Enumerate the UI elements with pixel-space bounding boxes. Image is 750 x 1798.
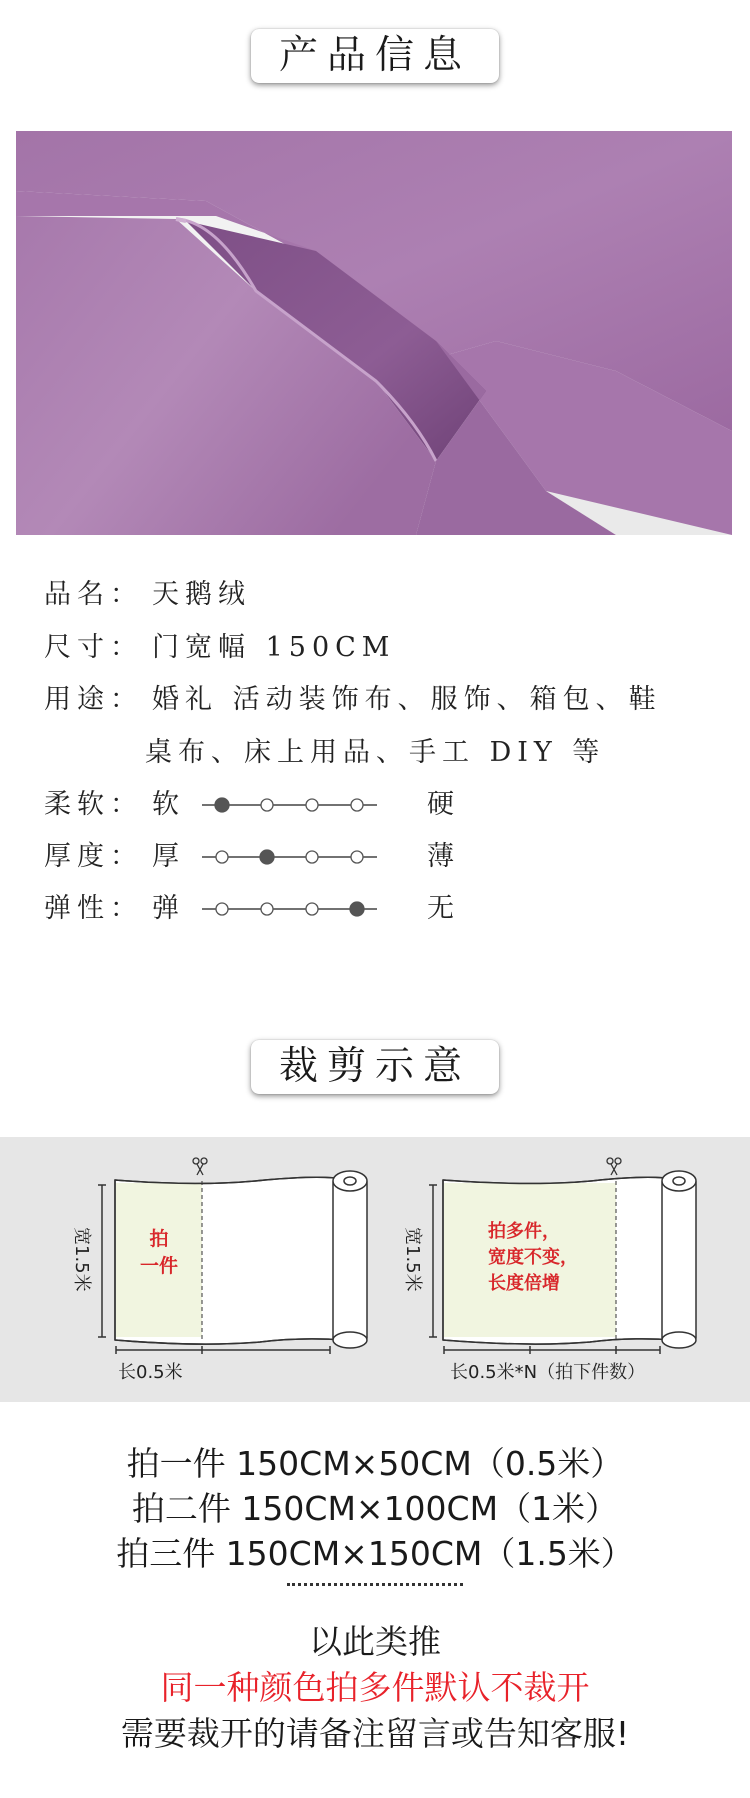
scale-right-label: 薄 <box>427 841 454 872</box>
cutting-title: 裁剪示意 <box>251 1040 499 1094</box>
fabric-image <box>16 131 732 535</box>
scale-dot <box>261 799 273 811</box>
scale-dot-selected <box>215 798 229 812</box>
info-size-row <box>44 628 395 668</box>
scale-dots <box>202 845 407 869</box>
cut-diagram-multiple <box>402 1158 696 1383</box>
dotted-divider <box>287 1583 463 1586</box>
scale-left-label: 软 <box>152 789 179 820</box>
scale-dots <box>202 793 407 817</box>
width-label: 宽1.5米 <box>402 1227 423 1292</box>
scale-dot <box>351 799 363 811</box>
info-name-label: 品名： <box>44 579 143 610</box>
piece-label-line1: 拍多件， <box>488 1221 560 1242</box>
scissors-icon <box>607 1158 621 1175</box>
scale-dot-selected <box>350 902 364 916</box>
notice-red-line: 同一种颜色拍多件默认不裁开 <box>160 1668 590 1707</box>
scale-right-label: 无 <box>427 893 454 924</box>
scale-label: 厚度： <box>44 841 143 872</box>
softness-scale <box>44 785 544 825</box>
scale-right-label: 硬 <box>427 789 454 820</box>
scale-dot <box>306 799 318 811</box>
scissors-icon <box>193 1158 207 1175</box>
elasticity-scale <box>44 889 544 929</box>
scale-label: 弹性： <box>44 893 143 924</box>
size-line-3: 拍三件 150CM×150CM（1.5米） <box>116 1534 634 1573</box>
info-size-label: 尺寸： <box>44 632 143 663</box>
info-name-value: 天鹅绒 <box>152 579 251 610</box>
scale-left-label: 厚 <box>152 841 179 872</box>
product-info-title: 产品信息 <box>251 29 499 83</box>
notice-contact-line: 需要裁开的请备注留言或告知客服! <box>120 1714 630 1753</box>
scale-dot <box>306 851 318 863</box>
cut-diagram-single <box>71 1158 367 1383</box>
etc-line: 以此类推 <box>309 1622 441 1661</box>
info-usage-value: 婚礼 活动装饰布、服饰、箱包、鞋 <box>152 684 662 715</box>
info-usage-row <box>44 680 662 720</box>
size-line-1: 拍一件 150CM×50CM（0.5米） <box>126 1444 624 1483</box>
thickness-scale <box>44 837 544 877</box>
scale-dot <box>216 851 228 863</box>
width-label: 宽1.5米 <box>71 1227 92 1292</box>
piece-label-line3: 长度倍增 <box>488 1273 560 1294</box>
cutting-diagram <box>0 1137 750 1402</box>
info-usage-label: 用途： <box>44 684 143 715</box>
piece-label-line2: 宽度不变， <box>488 1247 578 1268</box>
scale-dot-selected <box>260 850 274 864</box>
scale-dot <box>351 851 363 863</box>
length-label: 长0.5米*N（拍下件数） <box>450 1362 646 1383</box>
scale-left-label: 弹 <box>152 893 179 924</box>
scale-label: 柔软： <box>44 789 143 820</box>
scale-dots <box>202 897 407 921</box>
info-usage-value-cont: 桌布、床上用品、手工 DIY 等 <box>145 737 606 768</box>
size-line-2: 拍二件 150CM×100CM（1米） <box>131 1489 619 1528</box>
piece-label-line1: 拍 <box>149 1228 169 1250</box>
scale-dot <box>261 903 273 915</box>
info-name-row <box>44 575 251 615</box>
scale-dot <box>216 903 228 915</box>
info-size-value: 门宽幅 150CM <box>152 632 396 663</box>
piece-label-line2: 一件 <box>139 1255 179 1277</box>
scale-dot <box>306 903 318 915</box>
length-label: 长0.5米 <box>118 1362 183 1383</box>
